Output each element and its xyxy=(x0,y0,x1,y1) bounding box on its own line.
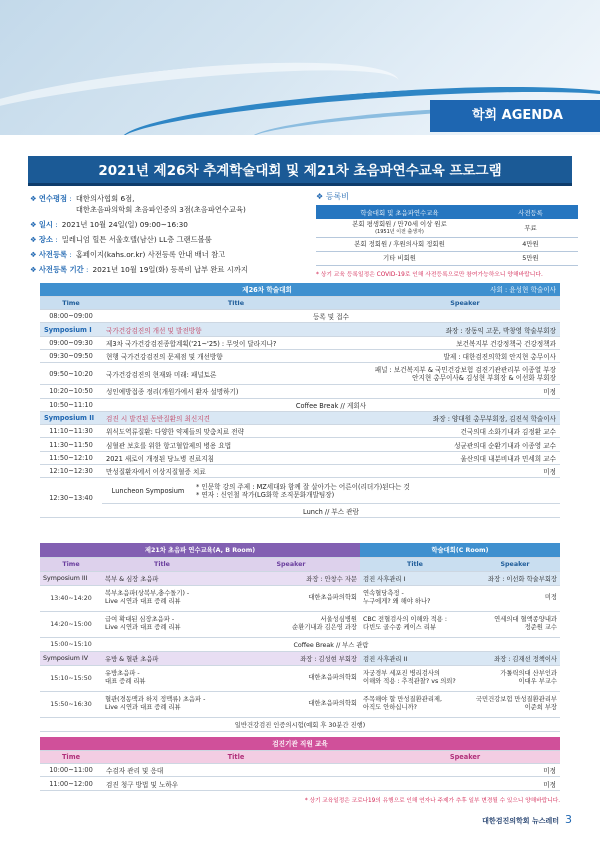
symposium-title: 검진 사후관리 II xyxy=(360,651,470,665)
fee-category xyxy=(316,251,483,265)
col-header: Speaker xyxy=(370,750,560,763)
fee-amount: 무료 xyxy=(483,219,578,237)
session-speaker xyxy=(470,691,560,717)
info-label-text: 장소 xyxy=(38,235,53,244)
session-speaker: 미정 xyxy=(370,465,560,478)
session-time: 11:00~12:00 xyxy=(40,777,102,790)
symposium-row xyxy=(40,571,560,585)
col-header: Title xyxy=(102,296,370,309)
session-note: Lunch // 부스 관람 xyxy=(102,504,560,517)
session-note: Coffee Break // 부스 관람 xyxy=(102,637,560,651)
symposium-chair: 좌장 : 이선화 학술부회장 xyxy=(470,571,560,585)
footer xyxy=(482,813,572,826)
info-value: 대한의사협회 6점, 대한초음파의학회 초음파인증의 3점(초음파연수교육) xyxy=(75,194,246,214)
symposium-row xyxy=(40,323,560,336)
session-time: 12:30~13:40 xyxy=(40,478,102,517)
session-title: 국가건강검진의 현재와 미래: 패널토론 xyxy=(102,363,370,385)
section-bar: 학술대회(C Room) xyxy=(360,543,560,557)
lunch-symposium xyxy=(102,478,560,504)
session-title xyxy=(360,611,470,637)
schedule-row xyxy=(40,611,560,637)
schedule-row xyxy=(40,465,560,478)
info-row xyxy=(30,249,310,260)
session-title-line: 아직도 안하십니까? xyxy=(363,704,418,711)
session-note: Coffee Break // 게회사 xyxy=(102,398,560,411)
schedule-table-1 xyxy=(40,283,560,518)
session-speaker xyxy=(222,611,360,637)
session-speaker: 발제 : 대한검진의학회 안지현 총무이사 xyxy=(370,349,560,362)
symposium-chair: 좌장 : 장동익 고문, 박창영 학술부회장 xyxy=(370,323,560,336)
col-header: Speaker xyxy=(222,557,360,571)
schedule-row xyxy=(40,691,560,717)
schedule-table-2 xyxy=(40,543,560,732)
schedule-row xyxy=(40,336,560,349)
page-number: 3 xyxy=(565,813,572,826)
break-row xyxy=(40,637,560,651)
symposium-row xyxy=(40,411,560,424)
registration-table xyxy=(316,205,578,266)
session-title-line: 주목해야 할 만성질환관리제, xyxy=(363,696,442,703)
info-label: ❖ 사전등록 기간 : xyxy=(30,265,89,274)
info-value: 밀레니엄 힐튼 서울호텔(남산) LL층 그랜드볼룸 xyxy=(61,235,212,244)
session-title xyxy=(102,585,222,611)
session-title-line: 연속혈당측정 - xyxy=(363,590,404,597)
session-speaker xyxy=(222,691,360,717)
session-speaker: 울산의대 내분비내과 민세희 교수 xyxy=(370,451,560,464)
session-speaker-line: 가톨릭의대 산부인과 xyxy=(500,670,557,677)
session-title-line: Live 시연과 대표 증례 리뷰 xyxy=(105,704,181,711)
session-title xyxy=(102,611,222,637)
session-speaker-line: 대한초음파의학회 xyxy=(308,700,357,707)
session-speaker: 건국의대 소화기내과 김정환 교수 xyxy=(370,425,560,438)
schedule-table-3 xyxy=(40,737,560,791)
session-speaker-line: 이준희 부장 xyxy=(524,704,557,711)
info-row xyxy=(30,193,310,215)
info-row xyxy=(30,234,310,245)
event-info xyxy=(30,193,310,279)
session-speaker-line: 국민건강보험 만성질환관리부 xyxy=(475,696,557,703)
session-title-line: Live 시연과 대표 증례 리뷰 xyxy=(105,624,181,631)
session-note: 등록 및 접수 xyxy=(102,310,560,323)
fee-category-text: 본회 평생회원 / 만70세 이상 원로 xyxy=(352,219,447,228)
page-title: 2021년 제26차 추계학술대회 및 제21차 초음파연수교육 프로그램 xyxy=(28,156,572,186)
schedule-row xyxy=(40,585,560,611)
session-title-line: CBC 전혈검사의 이해와 적용 : xyxy=(363,616,447,623)
agenda-label: 학회 AGENDA xyxy=(430,100,600,132)
col-header: Speaker xyxy=(370,296,560,309)
fee-category-text: 본회 정회원 / 후원의사회 정회원 xyxy=(354,240,445,248)
schedule-row xyxy=(40,764,560,777)
session-title-line: 급여 확대된 심장초음파 - xyxy=(105,616,175,623)
session-speaker xyxy=(470,611,560,637)
journal-name: 대한검진의학회 뉴스레터 xyxy=(482,817,559,825)
session-speaker-line: 이대우 부교수 xyxy=(518,678,557,685)
col-header: Time xyxy=(40,557,102,571)
session-speaker-line: 미정 xyxy=(544,594,557,601)
session-time: 10:00~11:00 xyxy=(40,764,102,777)
schedule-row xyxy=(40,665,560,691)
session-speaker xyxy=(470,665,560,691)
schedule-row xyxy=(40,777,560,790)
session-title-line: 다빈도 골수종 케이스 리뷰 xyxy=(363,624,436,631)
info-label: ❖ 일시 : xyxy=(30,220,58,229)
symposium-title: 검진 사후관리 I xyxy=(360,571,470,585)
session-title xyxy=(360,585,470,611)
session-time: 15:10~15:50 xyxy=(40,665,102,691)
fee-amount: 5만원 xyxy=(483,251,578,265)
info-value: 2021년 10월 24일(일) 09:00~16:30 xyxy=(61,220,188,229)
session-title-line: 혈관(경동맥과 하지 정맥류) 초음파 - xyxy=(105,696,206,703)
symposium-label: Symposium I xyxy=(40,323,102,336)
session-time: 11:30~11:50 xyxy=(40,438,102,451)
fee-category xyxy=(316,237,483,251)
session-title-line: 자궁경부 세포진 병리검사의 xyxy=(363,670,440,677)
session-title-line: 누구에게? 왜 해야 하나? xyxy=(363,598,431,605)
lunch-break-row xyxy=(40,504,560,517)
session-time: 09:00~09:30 xyxy=(40,336,102,349)
speaker-line: 패널 : 보건복지부 & 국민건강보험 검진기관관리부 이종열 부장 xyxy=(374,365,556,374)
session-title: 성인예방접종 정리(개원가에서 환자 설명하기) xyxy=(102,385,370,398)
lunch-row xyxy=(40,478,560,504)
session-speaker: 성균관의대 순환기내과 이종영 교수 xyxy=(370,438,560,451)
section-bar: 검진기관 직원 교육 xyxy=(40,737,560,750)
schedule-row xyxy=(40,438,560,451)
col-header: 사전등록 xyxy=(483,205,578,219)
session-speaker-line: 연세의대 혈액종양내과 xyxy=(494,616,557,623)
fee-amount: 4만원 xyxy=(483,237,578,251)
session-speaker xyxy=(470,585,560,611)
session-title xyxy=(360,691,470,717)
session-title-line: 복부초음파(상복부,충수돌기) - xyxy=(105,590,190,597)
session-title: 심혈관 보호를 위한 항고혈압제의 병용 요법 xyxy=(102,438,370,451)
registration-title: ❖ 등록비 xyxy=(316,192,349,201)
session-time: 10:20~10:50 xyxy=(40,385,102,398)
schedule-row xyxy=(40,425,560,438)
registration-note: * 상기 교육 등록일정은 COVID-19로 인해 사전등록으로만 참여가능하오니 양해바랍니다. xyxy=(316,271,543,278)
speaker-line: 안지현 총무이사& 김성현 부회장 & 이선화 부회장 xyxy=(412,373,556,382)
session-title: 현행 국가건강검진의 문제점 및 개선방향 xyxy=(102,349,370,362)
symposium-title: 유방 & 혈관 초음파 xyxy=(102,651,222,665)
exam-row xyxy=(40,717,560,731)
lunch-topic: * 인문학 강의 주제 : MZ세대와 함께 잘 살아가는 어른이(리더가)된다는 것 xyxy=(196,482,410,491)
session-speaker-line: 서울성심병원 xyxy=(320,616,357,623)
session-title: 제3차 국가건강검진종합계획('21~'25) : 무엇이 달라지나? xyxy=(102,336,370,349)
registration-fee xyxy=(316,191,576,278)
session-speaker-line: 대한초음파의학회 xyxy=(308,674,357,681)
session-title-line: 유방초음파 - xyxy=(105,670,140,677)
session-speaker: 미정 xyxy=(370,385,560,398)
info-label-text: 사전등록 기간 xyxy=(38,265,84,274)
col-header: Time xyxy=(40,296,102,309)
exam-note: 일반건강검진 인증의시험(예회 후 30분간 진행) xyxy=(40,717,560,731)
session-speaker xyxy=(222,585,360,611)
schedule-row xyxy=(40,398,560,411)
session-title: 수검자 관리 및 응대 xyxy=(102,764,370,777)
symposium-label: Symposium III xyxy=(40,571,102,585)
info-row xyxy=(30,219,310,230)
symposium-chair: 좌장 : 양대원 총무부회장, 김진석 학술이사 xyxy=(370,411,560,424)
session-time: 14:20~15:00 xyxy=(40,611,102,637)
info-label-text: 사전등록 xyxy=(38,250,68,259)
symposium-title: 검진 시 발견된 동반질환의 최신지견 xyxy=(102,411,370,424)
session-time: 13:40~14:20 xyxy=(40,585,102,611)
info-value: 2021년 10월 19일(화) 등록비 납부 완료 시까지 xyxy=(92,265,248,274)
registration-row xyxy=(316,219,578,237)
fee-category-text: 기타 비회원 xyxy=(383,254,416,262)
session-title xyxy=(102,665,222,691)
schedule-row xyxy=(40,451,560,464)
session-title: 2021 새로이 개정된 당뇨병 진료지침 xyxy=(102,451,370,464)
session-title: 위식도역류질환: 다양한 약제들의 맞춤치료 전략 xyxy=(102,425,370,438)
session-title: 검진 청구 방법 및 노하우 xyxy=(102,777,370,790)
col-header: 학술대회 및 초음파연수교육 xyxy=(316,205,483,219)
section-bar: 제21차 초음파 연수교육(A, B Room) xyxy=(40,543,360,557)
session-speaker xyxy=(222,665,360,691)
session-time: 08:00~09:00 xyxy=(40,310,102,323)
col-header: Title xyxy=(360,557,470,571)
info-label: ❖ 연수평점 : xyxy=(30,194,72,203)
registration-row xyxy=(316,237,578,251)
session-speaker: 보건복지부 건강정책국 건강정책과 xyxy=(370,336,560,349)
session-speaker xyxy=(370,363,560,385)
info-row xyxy=(30,264,310,275)
moderator: 사회 : 윤성현 학술이사 xyxy=(490,286,556,295)
symposium-row xyxy=(40,651,560,665)
info-label-text: 일시 xyxy=(38,220,53,229)
info-value: 홈페이지(kahs.or.kr) 사전등록 안내 배너 참고 xyxy=(75,250,226,259)
lunch-speaker: * 연자 : 신인철 작가(LG화학 조직문화개발팀장) xyxy=(196,490,335,499)
bottom-note: * 상기 교육일정은 코로나19의 유행으로 인해 연자나 주제가 추후 일부 변경될 수 있으니 양해바랍니다. xyxy=(304,798,560,804)
lunch-label: Luncheon Symposium xyxy=(111,486,185,495)
symposium-label: Symposium IV xyxy=(40,651,102,665)
col-header: Time xyxy=(40,750,102,763)
symposium-title: 복부 & 심장 초음파 xyxy=(102,571,222,585)
session-time: 15:50~16:30 xyxy=(40,691,102,717)
schedule-row xyxy=(40,385,560,398)
session-title: 만성질환자에서 이상지질혈증 치료 xyxy=(102,465,370,478)
session-time: 11:50~12:10 xyxy=(40,451,102,464)
session-title xyxy=(360,665,470,691)
col-header: Speaker xyxy=(470,557,560,571)
info-label: ❖ 사전등록 : xyxy=(30,250,72,259)
session-time: 10:50~11:10 xyxy=(40,398,102,411)
schedule-row xyxy=(40,310,560,323)
session-title-line: 이해와 적용 : 추적관찰? vs 의뢰? xyxy=(363,678,456,685)
session-title-line: 대표 증례 리뷰 xyxy=(105,678,146,685)
symposium-chair: 좌장 : 김재선 정책이사 xyxy=(470,651,560,665)
session-time: 09:50~10:20 xyxy=(40,363,102,385)
symposium-chair: 좌장 : 김성현 부회장 xyxy=(222,651,360,665)
session-time: 15:00~15:10 xyxy=(40,637,102,651)
section-bar: 제26차 학술대회 사회 : 윤성현 학술이사 xyxy=(40,283,560,296)
schedule-row xyxy=(40,363,560,385)
info-label: ❖ 장소 : xyxy=(30,235,58,244)
session-speaker-line: 대한초음파의학회 xyxy=(308,594,357,601)
symposium-title: 국가건강검진의 개선 및 발전방향 xyxy=(102,323,370,336)
info-label-text: 연수평점 xyxy=(38,194,68,203)
fee-category-sub: (1951년 이전 출생자) xyxy=(375,228,424,235)
session-speaker: 미정 xyxy=(370,777,560,790)
symposium-label: Symposium II xyxy=(40,411,102,424)
session-time: 09:30~09:50 xyxy=(40,349,102,362)
symposium-chair: 좌장 : 안창수 자문 xyxy=(222,571,360,585)
session-title xyxy=(102,691,222,717)
session-speaker: 미정 xyxy=(370,764,560,777)
session-speaker-line: 정준원 교수 xyxy=(524,624,557,631)
col-header: Title xyxy=(102,557,222,571)
schedule-row xyxy=(40,349,560,362)
session-title-line: Live 시연과 대표 증례 리뷰 xyxy=(105,598,181,605)
session-time: 12:10~12:30 xyxy=(40,465,102,478)
fee-category xyxy=(316,219,483,237)
registration-row xyxy=(316,251,578,265)
session-speaker-line: 순환기내과 김은영 과장 xyxy=(292,624,357,631)
session-time: 11:10~11:30 xyxy=(40,425,102,438)
col-header: Title xyxy=(102,750,370,763)
